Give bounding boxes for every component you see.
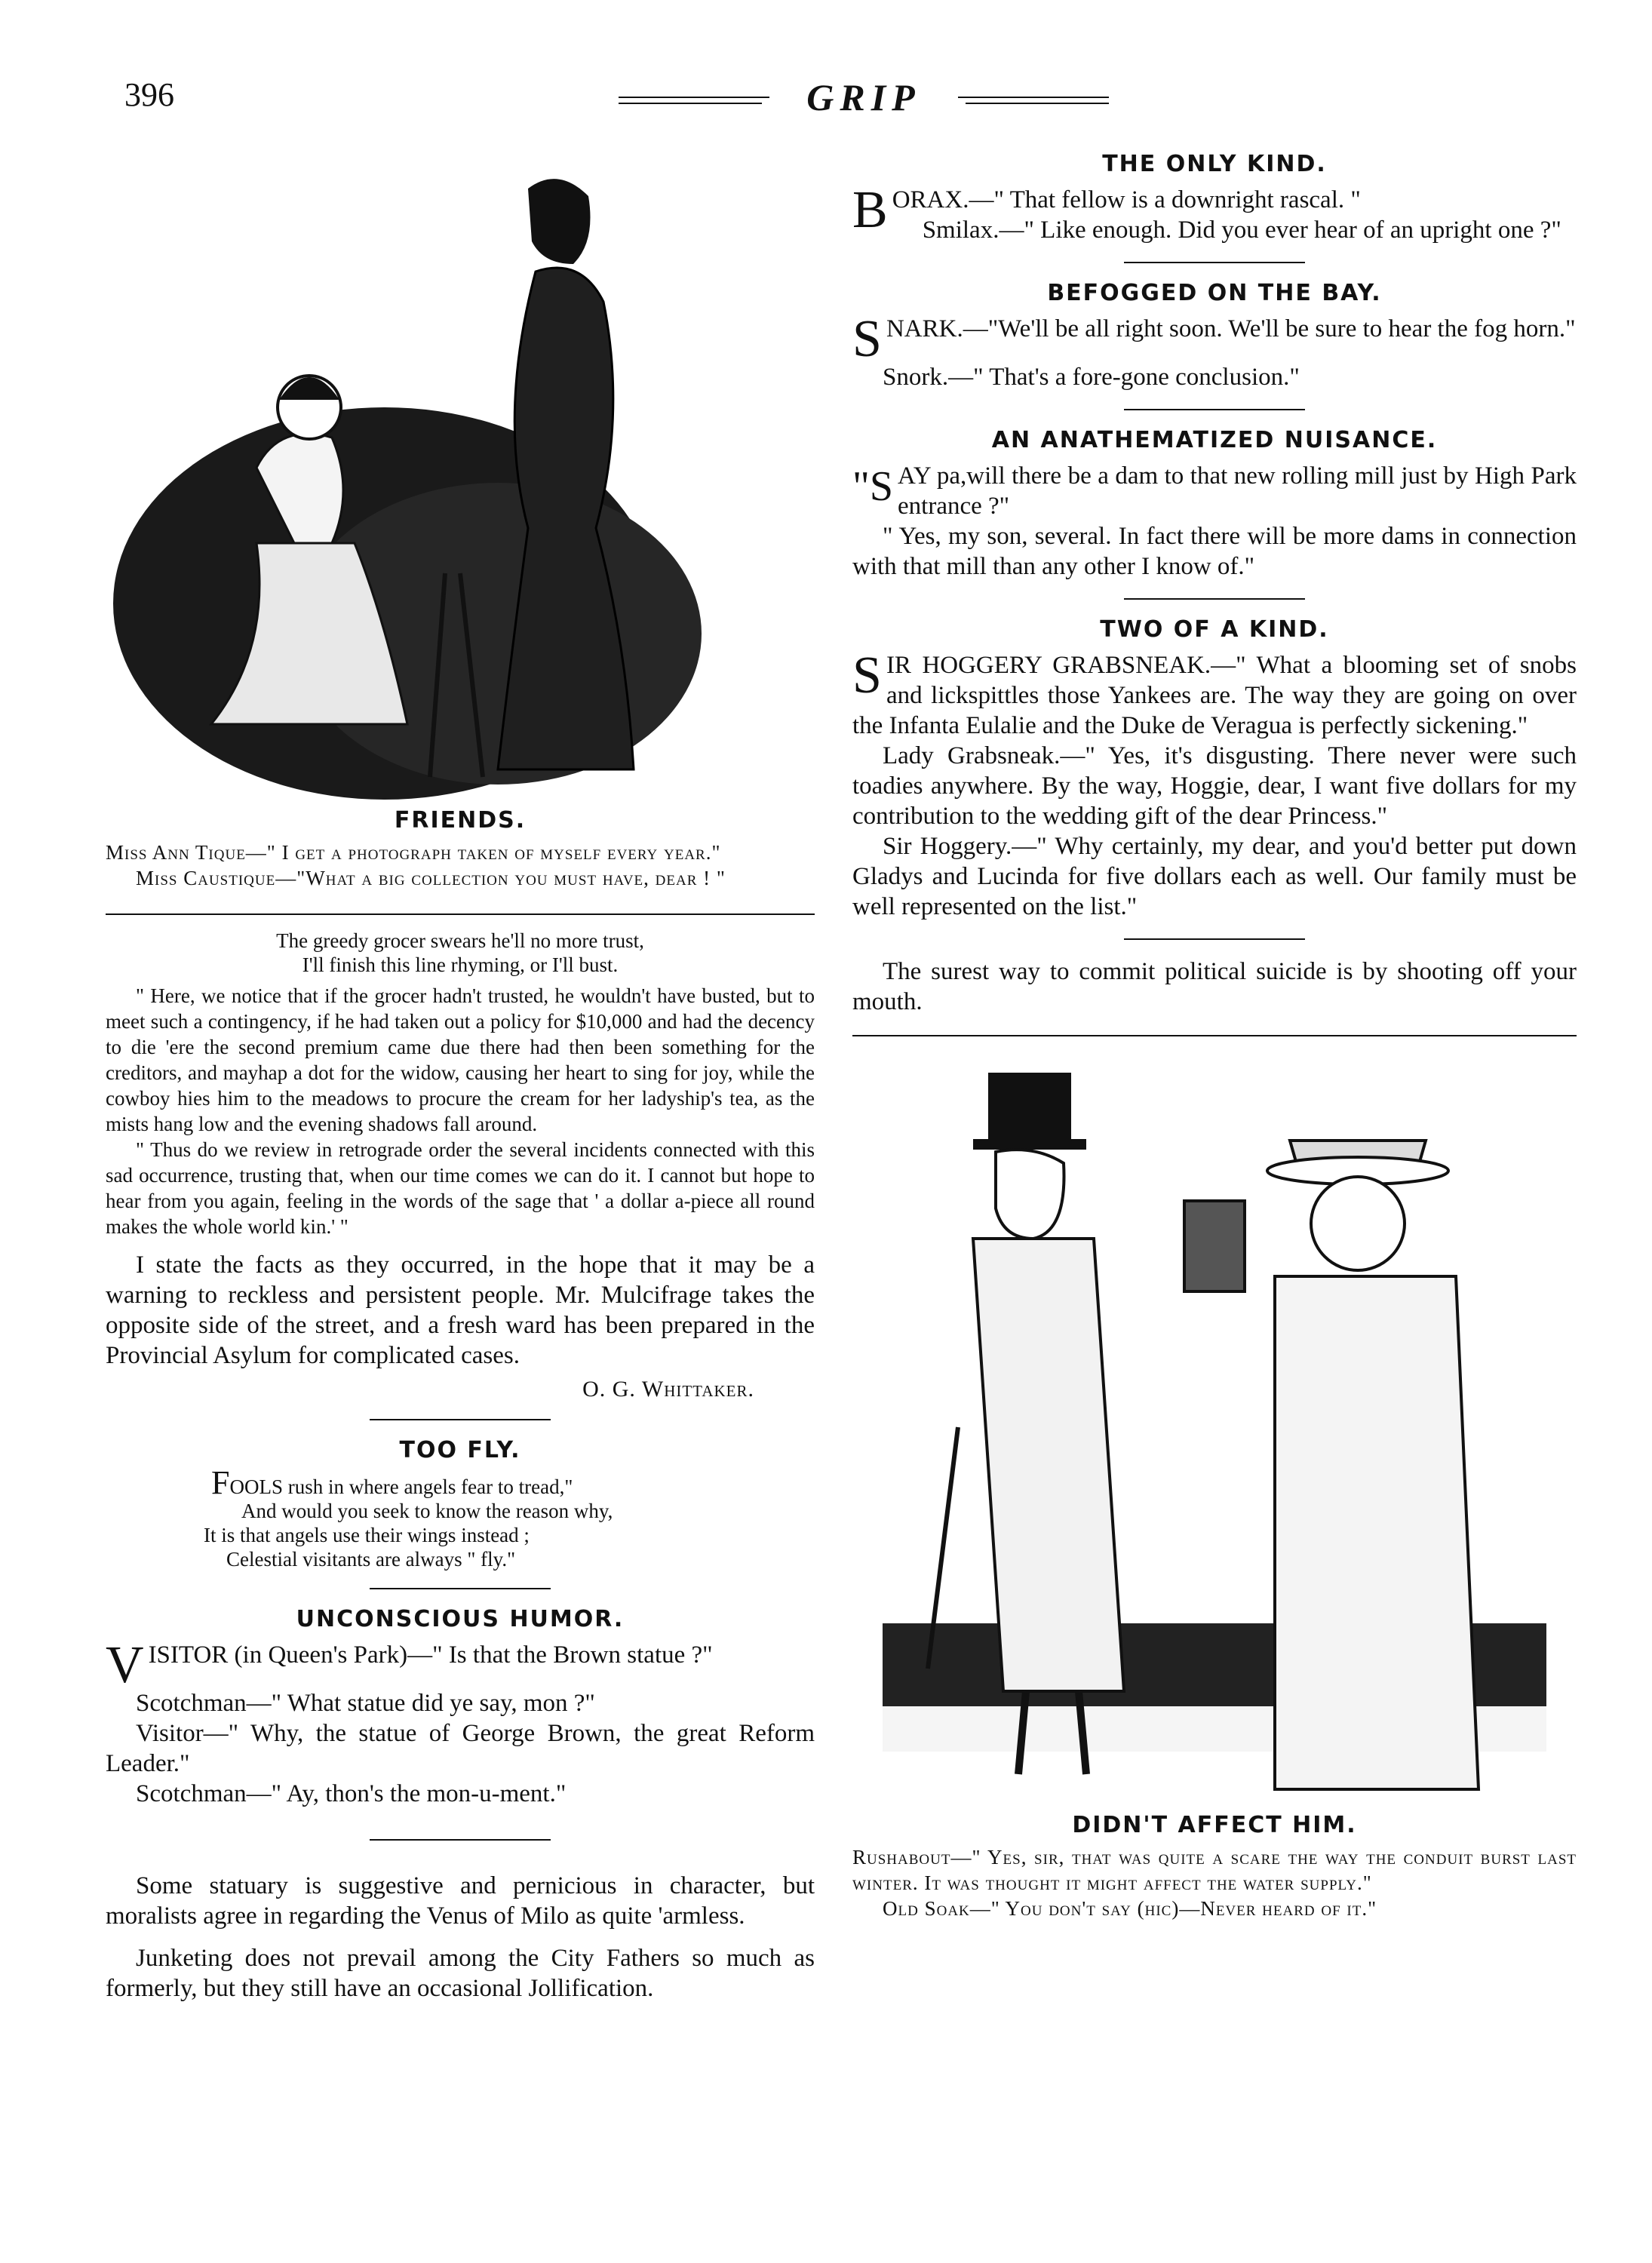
too-fly-title: TOO FLY. [399, 1437, 521, 1463]
two-kind-line-1-text: IR HOGGERY GRABSNEAK.—" What a blooming set of snobs and lickspittles those Yankees are. The way they are going on over the Infanta Eulalie and the Duke de Veragua is perfectly sickening." [852, 652, 1577, 739]
unconscious-drop-cap: V [106, 1636, 144, 1694]
didnt-affect-title: DIDN'T AFFECT HIM. [1072, 1812, 1357, 1838]
masthead-title: GRIP [806, 76, 921, 118]
unconscious-line-2: Scotchman—" What statue did ye say, mon ?" [136, 1690, 595, 1717]
friends-illustration [106, 151, 815, 800]
divider [1124, 938, 1305, 940]
befogged-line-1-text: NARK.—"We'll be all right soon. We'll be sure to hear the fog horn." [886, 315, 1576, 342]
befogged-title: BEFOGGED ON THE BAY. [1047, 280, 1382, 306]
friends-line-2: Miss Caustique—"What a big collection you must have, dear ! " [136, 867, 726, 889]
befogged-drop-cap: S [852, 310, 882, 368]
grocer-paragraph-2: " Thus do we review in retrograde order the several incidents connected with this sad occurrence, trusting that, when our time comes we can do it. I cannot but hope to hear from you again, feeling in the words of the sage that ' a dollar a-piece all round makes the whole world kin.' " [106, 1138, 815, 1238]
too-fly-verse-2: And would you seek to know the reason why, [241, 1500, 613, 1522]
divider [370, 1588, 551, 1589]
divider [370, 1419, 551, 1420]
right-column [852, 151, 1577, 1921]
unconscious-line-1 [106, 1636, 815, 1694]
befogged-line-1 [852, 310, 1577, 368]
left-column [106, 151, 815, 2004]
two-kind-line-1 [852, 646, 1577, 741]
too-fly-verse-1 [136, 1464, 815, 1501]
grocer-verse-1: The greedy grocer swears he'll no more trust, [276, 929, 644, 952]
grocer-verse-2: I'll finish this line rhyming, or I'll bust. [302, 953, 619, 976]
statuary-paragraph: Some statuary is suggestive and pernicious in character, but moralists agree in regarding the Venus of Milo as quite 'armless. [106, 1872, 815, 1930]
divider [852, 1035, 1577, 1036]
anathematized-title: AN ANATHEMATIZED NUISANCE. [991, 427, 1438, 453]
two-kind-title: TWO OF A KIND. [1100, 616, 1329, 643]
unconscious-line-1-text: ISITOR (in Queen's Park)—" Is that the Brown statue ?" [148, 1641, 713, 1669]
divider [1124, 598, 1305, 600]
too-fly-drop-cap: F [211, 1464, 230, 1501]
too-fly-verse-1-text: OOLS rush in where angels fear to tread," [229, 1475, 573, 1498]
two-kind-line-2: Lady Grabsneak.—" Yes, it's disgusting. There never were such toadies anywhere. By the way, Hoggie, dear, I want five dollars for my contribution to the wedding gift of the dear Princess." [852, 742, 1577, 830]
unconscious-line-4: Scotchman—" Ay, thon's the mon-u-ment." [136, 1780, 567, 1807]
junketing-paragraph: Junketing does not prevail among the City Fathers so much as formerly, but they still have an occasional Jollification. [106, 1945, 815, 2002]
unconscious-humor-title: UNCONSCIOUS HUMOR. [296, 1606, 625, 1632]
two-kind-drop-cap: S [852, 646, 882, 705]
anathematized-line-1-text: AY pa,will there be a dam to that new rolling mill just by High Park entrance ?" [898, 462, 1577, 520]
too-fly-verse-3: It is that angels use their wings instead ; [204, 1524, 530, 1546]
only-kind-line-1-text: ORAX.—" That fellow is a downright rascal. " [892, 186, 1361, 213]
unconscious-line-3: Visitor—" Why, the statue of George Brown, the great Reform Leader." [106, 1720, 815, 1777]
divider [1124, 409, 1305, 410]
only-kind-drop-cap: B [852, 181, 888, 239]
anathematized-line-1 [852, 461, 1577, 521]
didnt-affect-line-1: Rushabout—" Yes, sir, that was quite a scare the way the conduit burst last winter. It was thought it might affect the water supply." [852, 1846, 1577, 1894]
befogged-line-2: Snork.—" That's a fore-gone conclusion." [883, 364, 1300, 391]
friends-title: FRIENDS. [394, 807, 527, 834]
divider [1124, 262, 1305, 263]
grocer-paragraph-3: I state the facts as they occurred, in the hope that it may be a warning to reckless and persistent people. Mr. Mulcifrage takes the opposite side of the street, and a fresh ward has been prepared in the Provincial Asylum for complicated cases. [106, 1251, 815, 1369]
grocer-paragraph-1: " Here, we notice that if the grocer hadn't trusted, he wouldn't have busted, but to meet such a contingency, if he had taken out a policy for $10,000 and had the decency to die 'ere the second premium came due there had then been something for the creditors, and mayhap a dot for the widow, causing her heart to sing for joy, while the cowboy hies him to the meadows to procure the cream for her ladyship's tea, as the mists hang low and the evening shadows fall around. [106, 984, 815, 1135]
friends-line-1: Miss Ann Tique—" I get a photograph taken of myself every year." [106, 841, 721, 864]
didnt-affect-line-2: Old Soak—" You don't say (hic)—Never heard of it." [883, 1897, 1377, 1920]
didnt-affect-illustration [852, 1050, 1577, 1804]
divider [106, 913, 815, 915]
only-kind-line-2: Smilax.—" Like enough. Did you ever hear of an upright one ?" [922, 216, 1561, 244]
only-kind-title: THE ONLY KIND. [1102, 151, 1327, 177]
masthead [619, 75, 1109, 121]
anathematized-line-2: " Yes, my son, several. In fact there will be more dams in connection with that mill than any other I know of." [852, 523, 1577, 580]
anathematized-drop-cap: "S [852, 463, 894, 510]
suicide-paragraph: The surest way to commit political suicide is by shooting off your mouth. [852, 958, 1577, 1015]
signature: O. G. Whittaker. [582, 1377, 754, 1402]
too-fly-verse-4: Celestial visitants are always " fly." [226, 1548, 516, 1571]
page-number: 396 [124, 76, 174, 113]
divider [370, 1839, 551, 1841]
two-kind-line-3: Sir Hoggery.—" Why certainly, my dear, and you'd better put down Gladys and Lucinda for five dollars each as well. Our family must be well represented on the list." [852, 833, 1577, 920]
